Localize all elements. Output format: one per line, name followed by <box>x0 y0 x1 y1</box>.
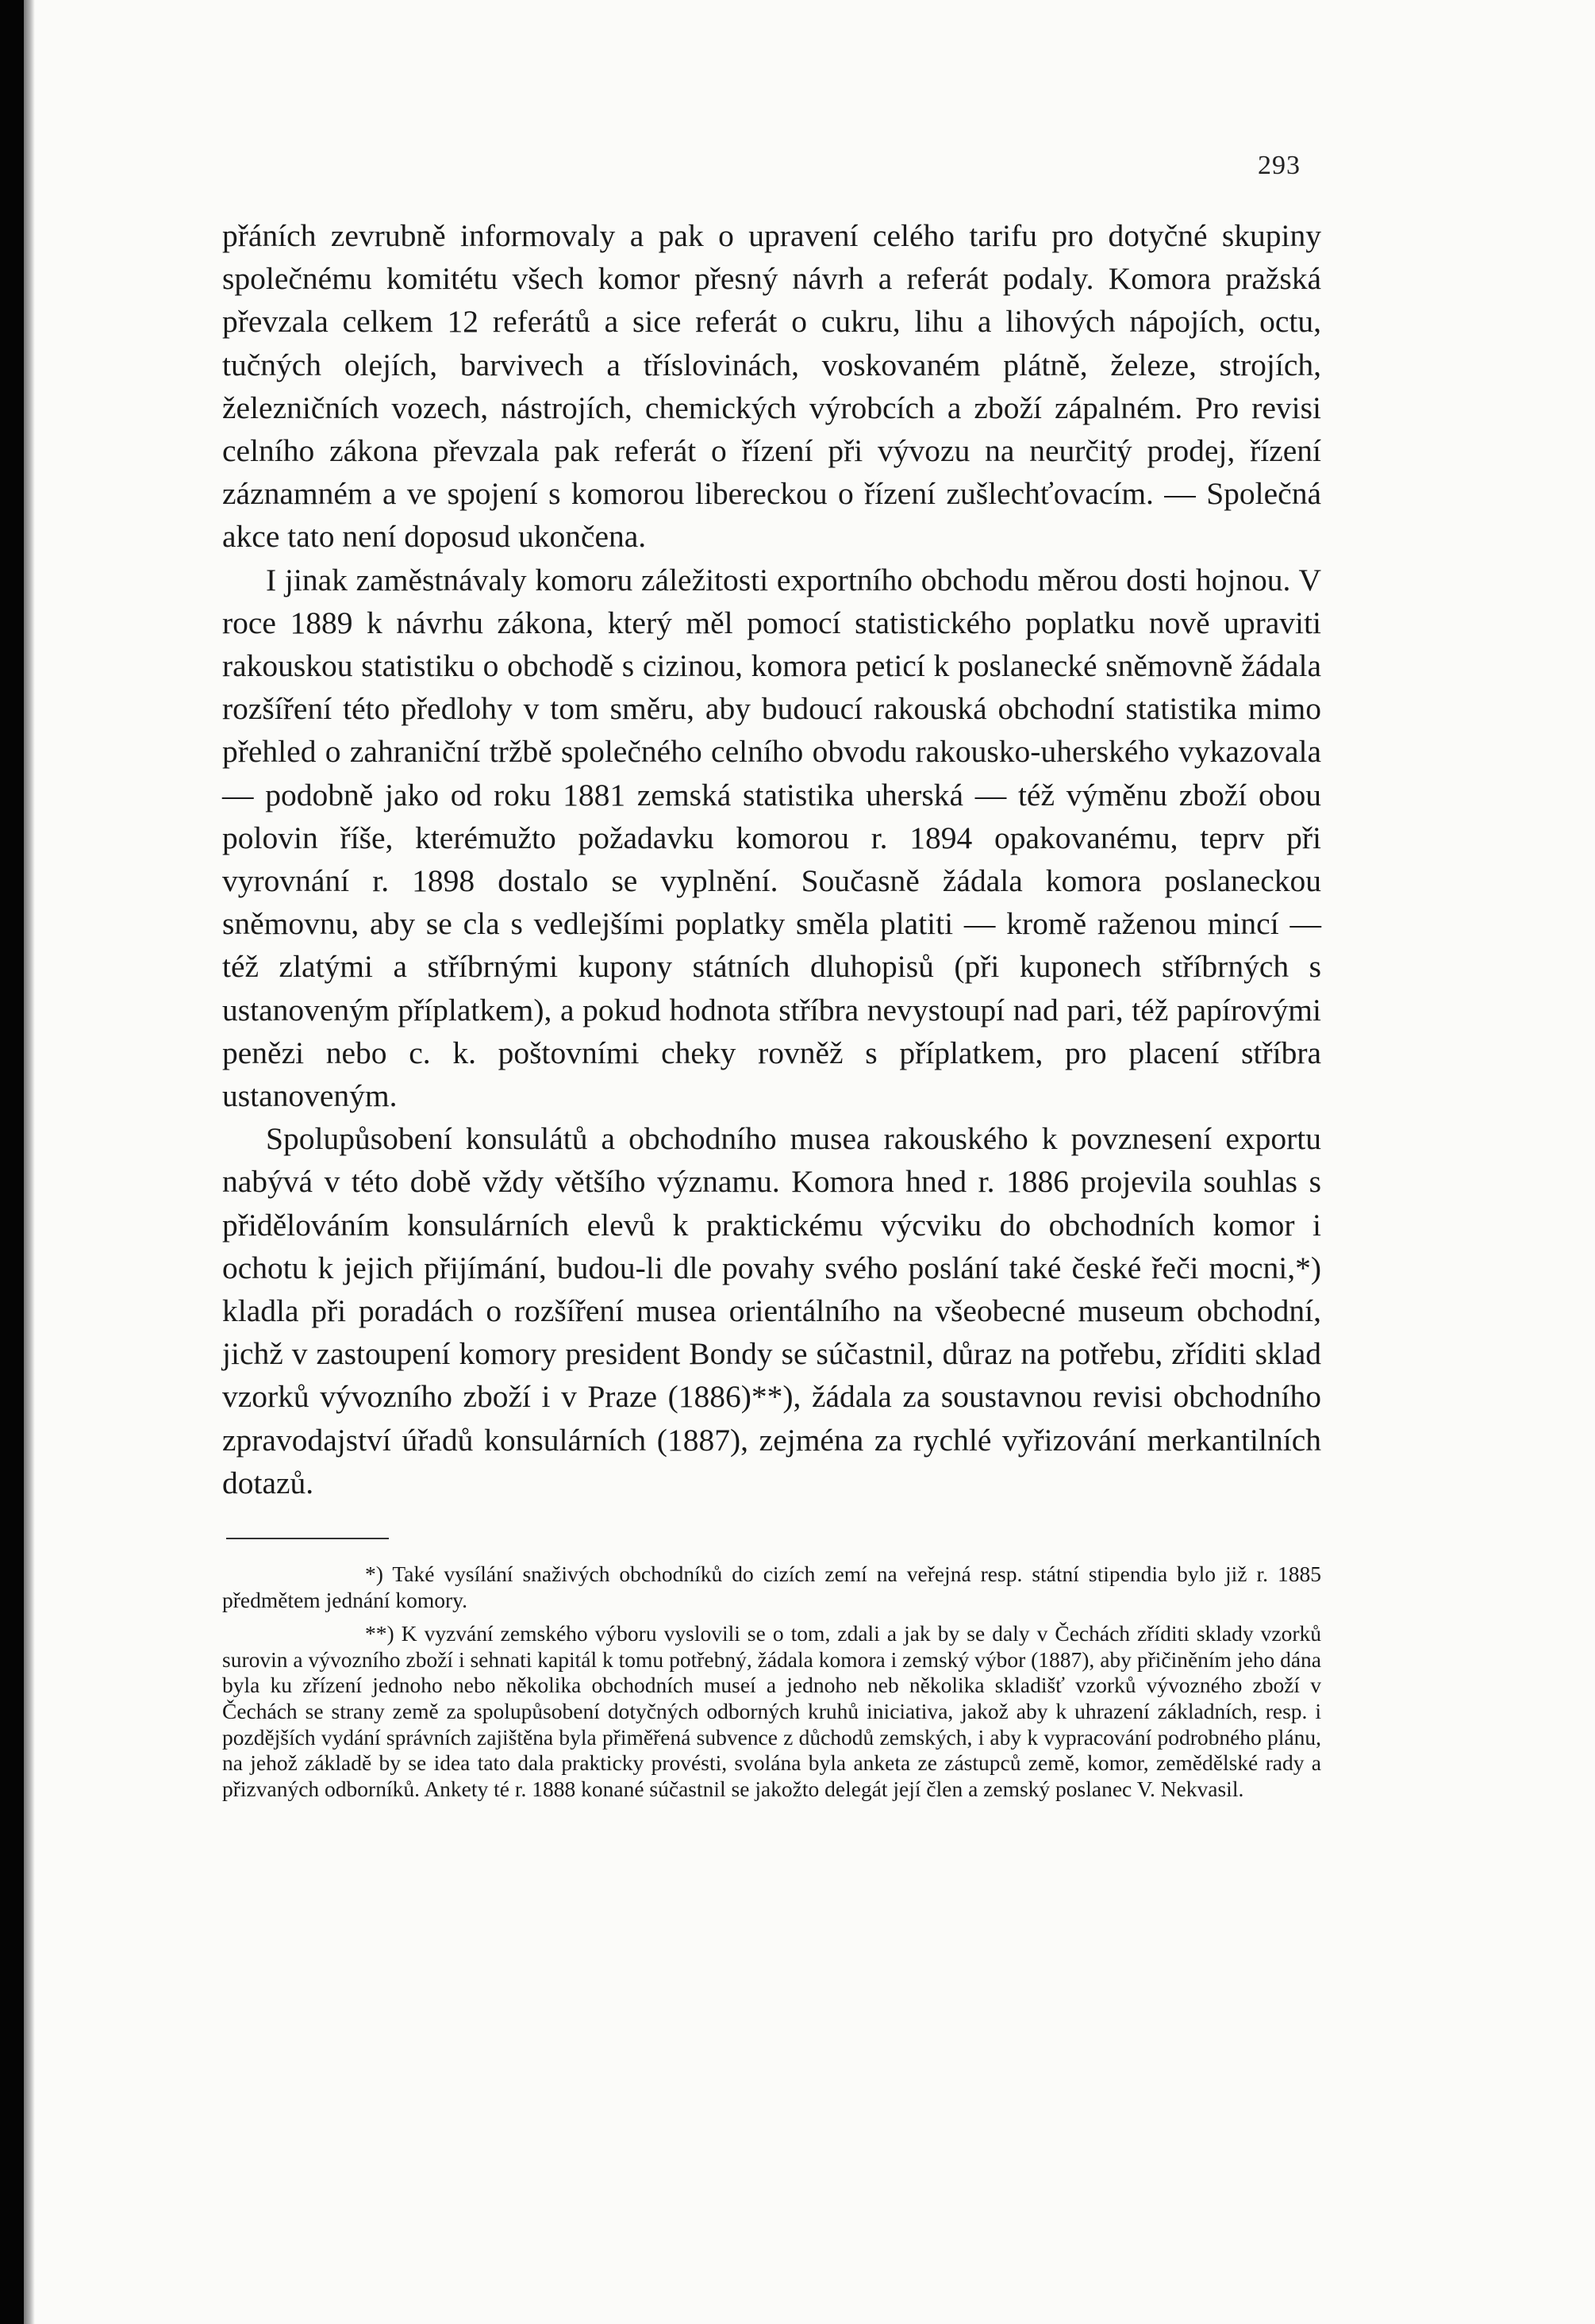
body-paragraph-2: I jinak zaměstnávaly komoru záležitosti exportního obchodu měrou dosti hojnou. V roce 1889 k návrhu zákona, který měl pomocí statistického poplatku nově upraviti rakouskou statistiku o obchodě s cizinou, komora peticí k poslanecké sněmovně žádala rozšíření této předlohy v tom směru, aby budoucí rakouská obchodní statistika mimo přehled o zahraniční tržbě společného celního obvodu rakousko-uherského vykazovala — podobně jako od roku 1881 zemská statistika uherská — též výměnu zboží obou polovin říše, kterémužto požadavku komorou r. 1894 opakovanému, teprv při vyrovnání r. 1898 dostalo se vyplnění. Současně žádala komora poslaneckou sněmovnu, aby se cla s vedlejšími poplatky směla platiti — kromě raženou mincí — též zlatými a stříbrnými kupony státních dluhopisů (při kuponech stříbrných s ustanoveným příplatkem), a pokud hodnota stříbra nevystoupí nad pari, též papírovými penězi nebo c. k. poštovními cheky rovněž s příplatkem, pro placení stříbra ustanoveným. <box>222 562 1321 1114</box>
page-content <box>222 214 1321 1802</box>
binding-shadow <box>24 0 35 2324</box>
scan-background <box>0 0 24 2324</box>
body-paragraph-1: přáních zevrubně informovaly a pak o upravení celého tarifu pro dotyčné skupiny společnému komitétu všech komor přesný návrh a referát podaly. Komora pražská převzala celkem 12 referátů a sice referát o cukru, lihu a lihových nápojích, octu, tučných olejích, barvivech a tříslovinách, voskovaném plátně, železe, strojích, železničních vozech, nástrojích, chemických výrobcích a zboží zápalném. Pro revisi celního zákona převzala pak referát o řízení při vývozu na neurčitý prodej, řízení záznamném a ve spojení s komorou libereckou o řízení zušlechťovacím. — Společná akce tato není doposud ukončena. <box>222 218 1321 555</box>
body-paragraph-3: Spolupůsobení konsulátů a obchodního musea rakouského k povznesení exportu nabývá v této době vždy většího významu. Komora hned r. 1886 projevila souhlas s přidělováním konsulárních elevů k praktickému výcviku do obchodních komor i ochotu k jejich přijímání, budou-li dle povahy svého poslání také české řeči mocni,*) kladla při poradách o rozšíření musea orientálního na všeobecné museum obchodní, jichž v zastoupení komory president Bondy se súčastnil, důraz na potřebu, zříditi sklad vzorků vývozního zboží i v Praze (1886)**), žádala za soustavnou revisi obchodního zpravodajství úřadů konsulárních (1887), zejména za rychlé vyřizování merkantilních dotazů. <box>222 1121 1321 1500</box>
footnote-2: **) K vyzvání zemského výboru vyslovili se o tom, zdali a jak by se daly v Čechách zříditi sklady vzorků surovin a vývozního zboží i sehnati kapitál k tomu potřebný, žádala komora i zemský výbor (1887), aby přičiněním jeho dána byla ku zřízení jednoho nebo několika obchodních museí a jednoho neb několika skladišť vzorků vývozného zboží v Čechách se strany země za spolupůsobení dotyčných odborných kruhů iniciativa, jakož aby k uhrazení základních, resp. i pozdějších vydání správních zajištěna byla přiměřená subvence z důchodů zemských, i aby k vypracování podrobného plánu, na jehož základě by se idea tato dala prakticky provésti, svolána byla anketa ze zástupců země, komor, zemědělské rady a přizvaných odborníků. Ankety té r. 1888 konané súčastnil se jakožto delegát její člen a zemský poslanec V. Nekvasil. <box>222 1621 1321 1801</box>
footnote-1: *) Také vysílání snaživých obchodníků do cizích zemí na veřejná resp. státní stipendia bylo již r. 1885 předmětem jednání komory. <box>222 1561 1321 1612</box>
book-page <box>24 0 1595 2324</box>
page-number: 293 <box>1258 151 1301 180</box>
footnote-separator <box>226 1538 389 1539</box>
